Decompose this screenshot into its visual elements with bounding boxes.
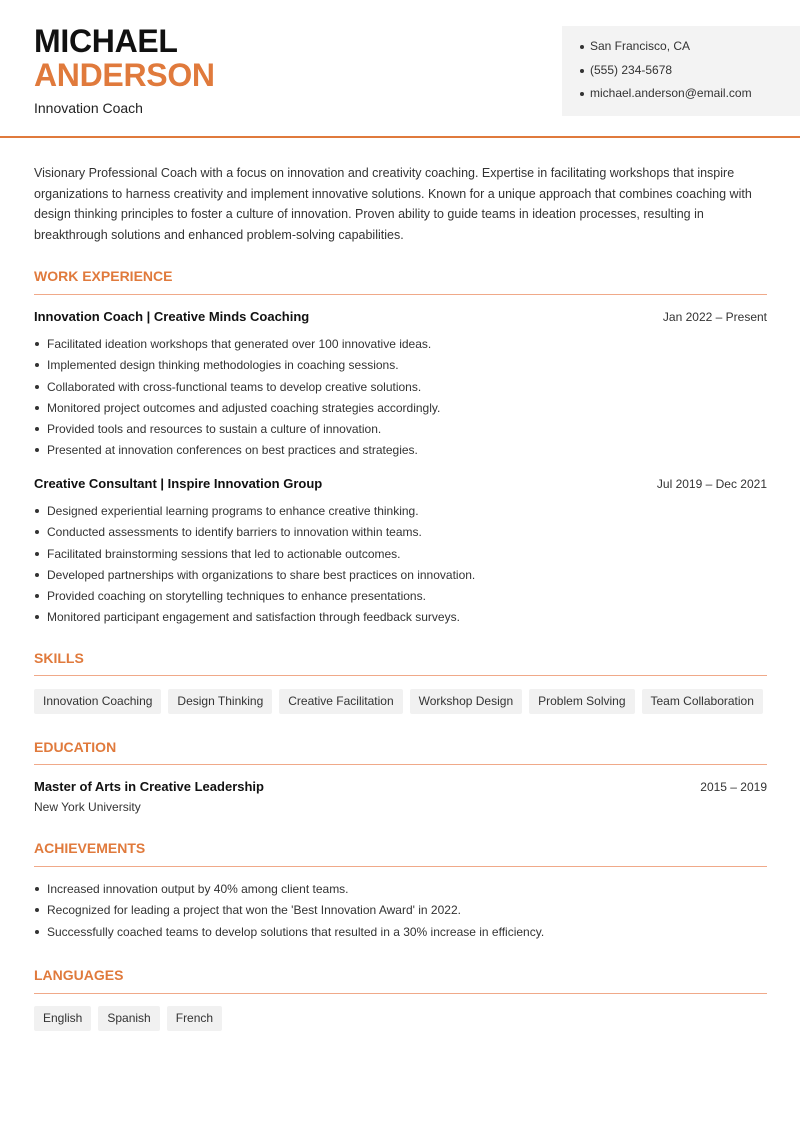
education-degree: Master of Arts in Creative Leadership — [34, 779, 264, 794]
contact-box — [562, 26, 800, 116]
list-item: Conducted assessments to identify barriers to innovation within teams. — [34, 524, 767, 545]
list-item: Monitored project outcomes and adjusted coaching strategies accordingly. — [34, 400, 767, 421]
section-divider — [34, 764, 767, 765]
summary-paragraph: Visionary Professional Coach with a focus on innovation and creativity coaching. Expertise in facilitating workshops that inspire organizations to harness creativity and implement innovative solutions. Known for a unique approach that combines coaching with design thinking principles to foster a culture of innovation. Proven ability to guide teams in ideation processes, resulting in breakthrough solutions and enhanced problem-solving capabilities. — [34, 166, 752, 243]
contact-phone: (555) 234-5678 — [580, 62, 800, 86]
list-item: Designed experiential learning programs to enhance creative thinking. — [34, 503, 767, 524]
list-item: Monitored participant engagement and satisfaction through feedback surveys. — [34, 609, 767, 630]
job-title: Innovation Coach — [34, 100, 143, 116]
list-item: Facilitated brainstorming sessions that led to actionable outcomes. — [34, 546, 767, 567]
last-name: ANDERSON — [34, 57, 215, 93]
job-date: Jul 2019 – Dec 2021 — [656, 477, 767, 491]
languages-tags — [34, 1006, 222, 1031]
skill-tag: Creative Facilitation — [279, 689, 402, 714]
achievements-list — [34, 881, 767, 945]
education-date: 2015 – 2019 — [700, 780, 767, 794]
skill-tag: Innovation Coaching — [34, 689, 161, 714]
list-item: Provided coaching on storytelling techniques to enhance presentations. — [34, 588, 767, 609]
resume-header — [0, 0, 800, 138]
job-role: Innovation Coach | Creative Minds Coaching — [34, 309, 310, 324]
skill-tag: Workshop Design — [410, 689, 523, 714]
section-divider — [34, 675, 767, 676]
list-item: Increased innovation output by 40% among client teams. — [34, 881, 767, 902]
section-divider — [34, 993, 767, 994]
skill-tag: Problem Solving — [529, 689, 634, 714]
job-bullets — [34, 503, 767, 631]
job-entry-header — [34, 309, 767, 327]
job-date: Jan 2022 – Present — [662, 310, 767, 324]
list-item: Recognized for leading a project that won the 'Best Innovation Award' in 2022. — [34, 902, 767, 923]
job-role: Creative Consultant | Inspire Innovation Group — [34, 476, 323, 491]
skills-tags — [34, 689, 763, 714]
education-school: New York University — [34, 800, 141, 814]
language-tag: English — [34, 1006, 91, 1031]
list-item: Presented at innovation conferences on best practices and strategies. — [34, 442, 767, 463]
skill-tag: Design Thinking — [168, 689, 272, 714]
list-item: Implemented design thinking methodologies in coaching sessions. — [34, 357, 767, 378]
language-tag: French — [167, 1006, 222, 1031]
skill-tag: Team Collaboration — [642, 689, 763, 714]
list-item: Facilitated ideation workshops that generated over 100 innovative ideas. — [34, 336, 767, 357]
section-divider — [34, 294, 767, 295]
education-heading: EDUCATION — [34, 739, 117, 755]
contact-location: San Francisco, CA — [580, 38, 800, 62]
list-item: Collaborated with cross-functional teams to develop creative solutions. — [34, 379, 767, 400]
job-bullets — [34, 336, 767, 464]
contact-email: michael.anderson@email.com — [580, 85, 800, 109]
skills-heading: SKILLS — [34, 650, 84, 666]
languages-heading: LANGUAGES — [34, 967, 124, 983]
list-item: Developed partnerships with organizations to share best practices on innovation. — [34, 567, 767, 588]
job-entry-header — [34, 476, 767, 494]
work-experience-heading: WORK EXPERIENCE — [34, 268, 173, 284]
language-tag: Spanish — [98, 1006, 159, 1031]
achievements-heading: ACHIEVEMENTS — [34, 840, 146, 856]
first-name: MICHAEL — [34, 23, 178, 59]
list-item: Successfully coached teams to develop solutions that resulted in a 30% increase in efficiency. — [34, 924, 767, 945]
section-divider — [34, 866, 767, 867]
list-item: Provided tools and resources to sustain a culture of innovation. — [34, 421, 767, 442]
